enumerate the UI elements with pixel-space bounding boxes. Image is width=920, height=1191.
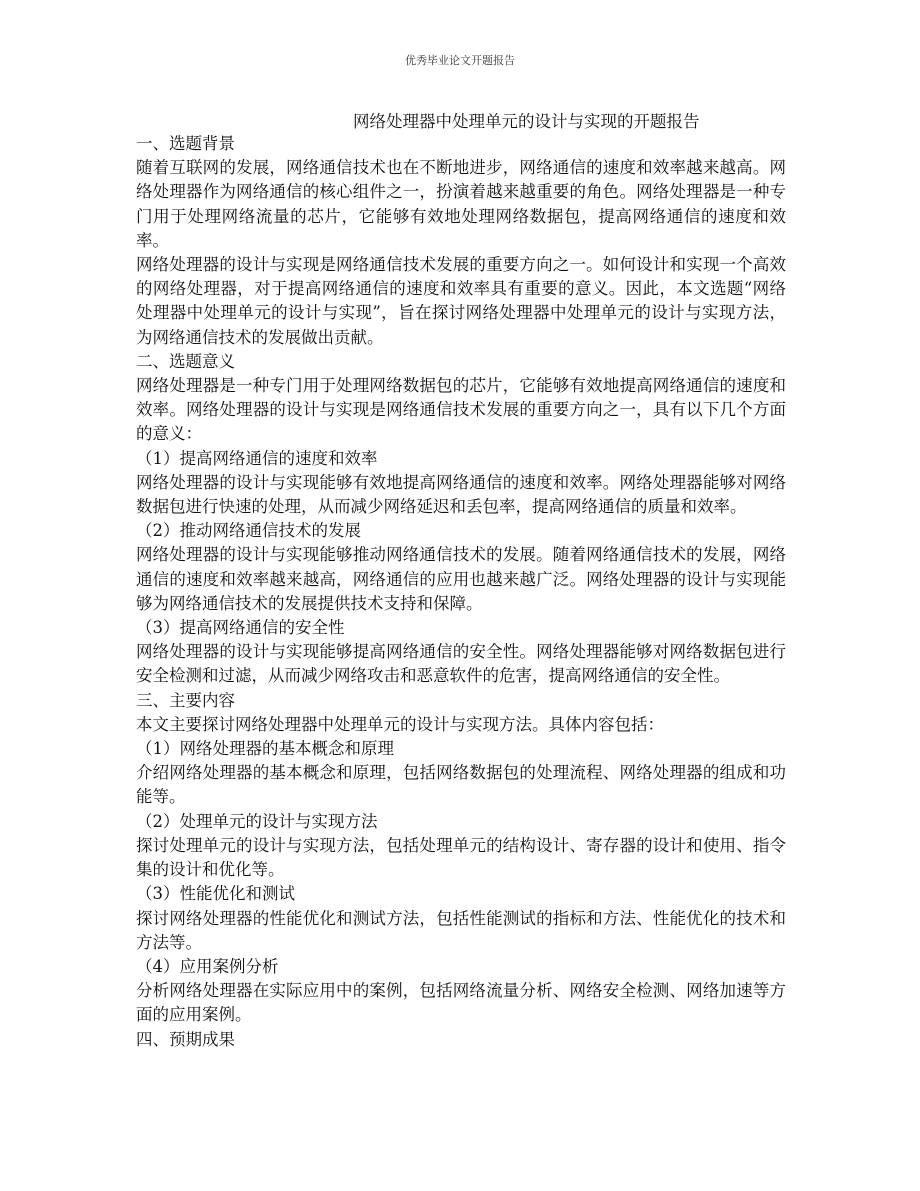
subheading: （2）推动网络通信技术的发展 xyxy=(136,521,361,541)
subheading: （1）网络处理器的基本概念和原理 xyxy=(136,739,394,759)
section-heading-significance: 二、选题意义 xyxy=(136,351,235,371)
subheading: （3）性能优化和测试 xyxy=(136,884,295,904)
subheading: （4）应用案例分析 xyxy=(136,956,279,976)
paragraph: 网络处理器的设计与实现能够推动网络通信技术的发展。随着网络通信技术的发展，网络通信的速度和效率越来越高，网络通信的应用也越来越广泛。网络处理器的设计与实现能够为网络通信技术的发展提供技术支持和保障。 xyxy=(136,545,786,613)
paragraph: 探讨网络处理器的性能优化和测试方法，包括性能测试的指标和方法、性能优化的技术和方法等。 xyxy=(136,908,786,952)
section-heading-outcomes: 四、预期成果 xyxy=(136,1029,235,1049)
paragraph: 介绍网络处理器的基本概念和原理，包括网络数据包的处理流程、网络处理器的组成和功能等。 xyxy=(136,763,786,807)
subheading: （2）处理单元的设计与实现方法 xyxy=(136,811,378,831)
paragraph: 网络处理器是一种专门用于处理网络数据包的芯片，它能够有效地提高网络通信的速度和效率。网络处理器的设计与实现是网络通信技术发展的重要方向之一，具有以下几个方面的意义： xyxy=(136,376,786,444)
subheading: （1）提高网络通信的速度和效率 xyxy=(136,448,378,468)
paragraph: 分析网络处理器在实际应用中的案例，包括网络流量分析、网络安全检测、网络加速等方面的应用案例。 xyxy=(136,981,786,1025)
subheading: （3）提高网络通信的安全性 xyxy=(136,618,345,638)
document-body xyxy=(136,132,786,1052)
running-header: 优秀毕业论文开题报告 xyxy=(405,54,515,67)
section-heading-content: 三、主要内容 xyxy=(136,690,235,710)
paragraph: 网络处理器的设计与实现能够有效地提高网络通信的速度和效率。网络处理器能够对网络数据包进行快速的处理，从而减少网络延迟和丢包率，提高网络通信的质量和效率。 xyxy=(136,472,786,517)
section-heading-background: 一、选题背景 xyxy=(136,134,235,153)
paragraph: 本文主要探讨网络处理器中处理单元的设计与实现方法。具体内容包括： xyxy=(136,714,664,734)
paragraph: 随着互联网的发展，网络通信技术也在不断地进步，网络通信的速度和效率越来越高。网络处理器作为网络通信的核心组件之一，扮演着越来越重要的角色。网络处理器是一种专门用于处理网络流量的芯片，它能够有效地处理网络数据包，提高网络通信的速度和效率。 xyxy=(136,158,786,250)
paragraph: 探讨处理单元的设计与实现方法，包括处理单元的结构设计、寄存器的设计和使用、指令集的设计和优化等。 xyxy=(136,835,786,880)
paragraph: 网络处理器的设计与实现是网络通信技术发展的重要方向之一。如何设计和实现一个高效的网络处理器，对于提高网络通信的速度和效率具有重要的意义。因此，本文选题“网络处理器中处理单元的设计与实现”，旨在探讨网络处理器中处理单元的设计与实现方法，为网络通信技术的发展做出贡献。 xyxy=(136,255,786,347)
document-title: 网络处理器中处理单元的设计与实现的开题报告 xyxy=(353,112,700,131)
paragraph: 网络处理器的设计与实现能够提高网络通信的安全性。网络处理器能够对网络数据包进行安全检测和过滤，从而减少网络攻击和恶意软件的危害，提高网络通信的安全性。 xyxy=(136,642,786,686)
